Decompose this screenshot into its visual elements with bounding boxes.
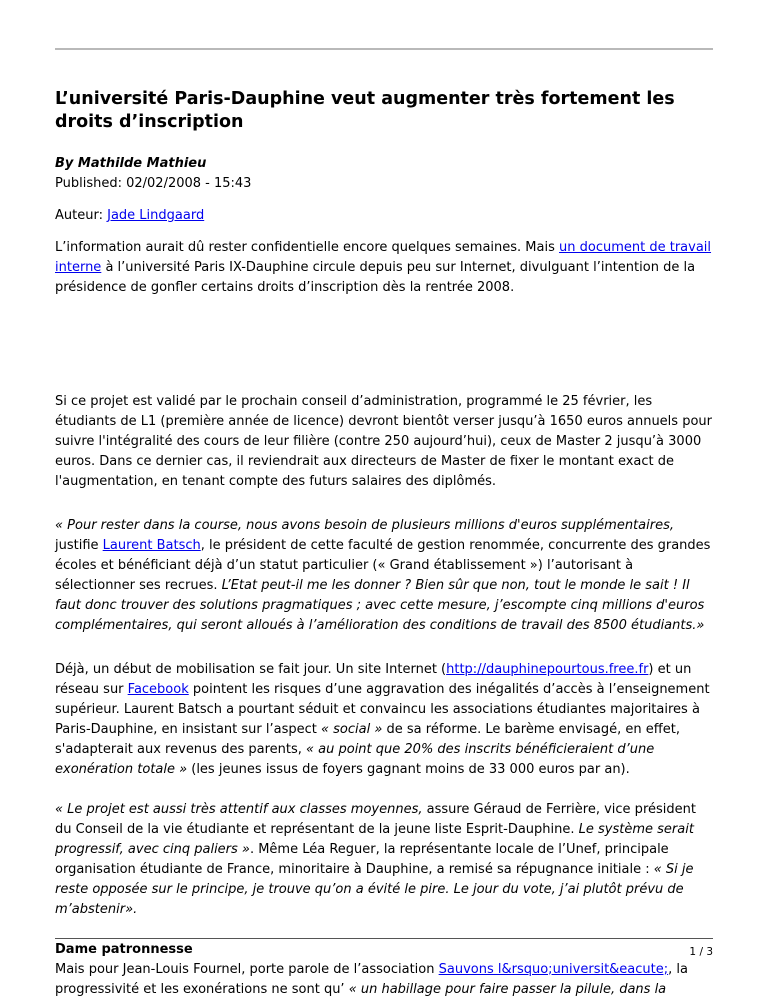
byline: By Mathilde Mathieu: [55, 156, 207, 171]
page-number: 1 / 3: [689, 946, 713, 958]
dauphinepourtous-link[interactable]: http://dauphinepourtous.free.fr: [446, 662, 649, 677]
paragraph-4: Déjà, un début de mobilisation se fait jour. Un site Internet (http://dauphinepourtous.free.fr) et un réseau sur Facebook pointent les risques d’une aggravation des inégalités d’accès à l’enseignement supérieur. Laurent Batsch a pourtant séduit et convaincu les associations étudiantes majoritaires à Paris-Dauphine, en insistant sur l’aspect « social » de sa réforme. Le barème envisagé, en effet, s'adapterait aux revenus des parents, « au point que 20% des inscrits bénéficieraient d’une exonération totale » (les jeunes issus de foyers gagnant moins de 33 000 euros par an).: [55, 662, 710, 777]
author-label: Auteur:: [55, 208, 108, 223]
paragraph-2: Si ce projet est validé par le prochain conseil d’administration, programmé le 25 février, les étudiants de L1 (première année de licence) devront bientôt verser jusqu’à 1650 euros annuels pour suivre l'intégralité des cours de leur filière (contre 250 aujourd’hui), ceux de Master 2 jusqu’à 3000 euros. Dans ce dernier cas, il reviendrait aux directeurs de Master de fixer le montant exact de l'augmentation, en tenant compte des futurs salaires des diplômés.: [55, 394, 712, 489]
document-link[interactable]: un document de travail interne: [55, 240, 712, 275]
article: [55, 88, 715, 1000]
article-title: L’université Paris-Dauphine veut augmenter très fortement les droits d’inscription: [55, 89, 675, 132]
paragraph-1: L’information aurait dû rester confidentielle encore quelques semaines. Mais un document de travail interne à l’université Paris IX-Dauphine circule depuis peu sur Internet, divulguant l’intention de la présidence de gonfler certains droits d’inscription dès la rentrée 2008.: [55, 240, 712, 295]
paragraph-6: Mais pour Jean-Louis Fournel, porte parole de l’association Sauvons l&rsquo;universit&eacute;, la progressivité et les exonérations ne sont qu’ « un habillage pour faire passer la pilule, dans la: [55, 962, 688, 997]
laurent-batsch-link[interactable]: Laurent Batsch: [102, 538, 201, 553]
published-date: Published: 02/02/2008 - 15:43: [55, 176, 252, 191]
section-subhead: Dame patronnesse: [55, 942, 193, 957]
sauvons-universite-link[interactable]: Sauvons l&rsquo;universit&eacute;: [438, 962, 669, 977]
top-rule: [55, 48, 713, 50]
author-line: [55, 206, 715, 226]
author-link[interactable]: Jade Lindgaard: [107, 208, 205, 223]
paragraph-5: « Le projet est aussi très attentif aux classes moyennes, assure Géraud de Ferrière, vice président du Conseil de la vie étudiante et représentant de la jeune liste Esprit-Dauphine. Le système serait progressif, avec cinq paliers ». Même Léa Reguer, la représentante locale de l’Unef, principale organisation étudiante de France, minoritaire à Dauphine, a remisé sa répugnance initiale : « Si je reste opposée sur le principe, je trouve qu’on a évité le pire. Le jour du vote, j’ai plutôt prévu de m’abstenir».: [55, 802, 696, 917]
paragraph-3: « Pour rester dans la course, nous avons besoin de plusieurs millions d'euros supplémentaires, justifie Laurent Batsch, le président de cette faculté de gestion renommée, concurrente des grandes écoles et bénéficiant déjà d’un statut particulier (« Grand établissement ») l’autorisant à sélectionner ses recrues. L’Etat peut-il me les donner ? Bien sûr que non, tout le monde le sait ! Il faut donc trouver des solutions pragmatiques ; avec cette mesure, j’escompte cinq millions d'euros complémentaires, qui seront alloués à l’amélioration des conditions de travail des 8500 étudiants.»: [55, 518, 711, 633]
bottom-rule: [55, 938, 713, 939]
facebook-link[interactable]: Facebook: [127, 682, 189, 697]
